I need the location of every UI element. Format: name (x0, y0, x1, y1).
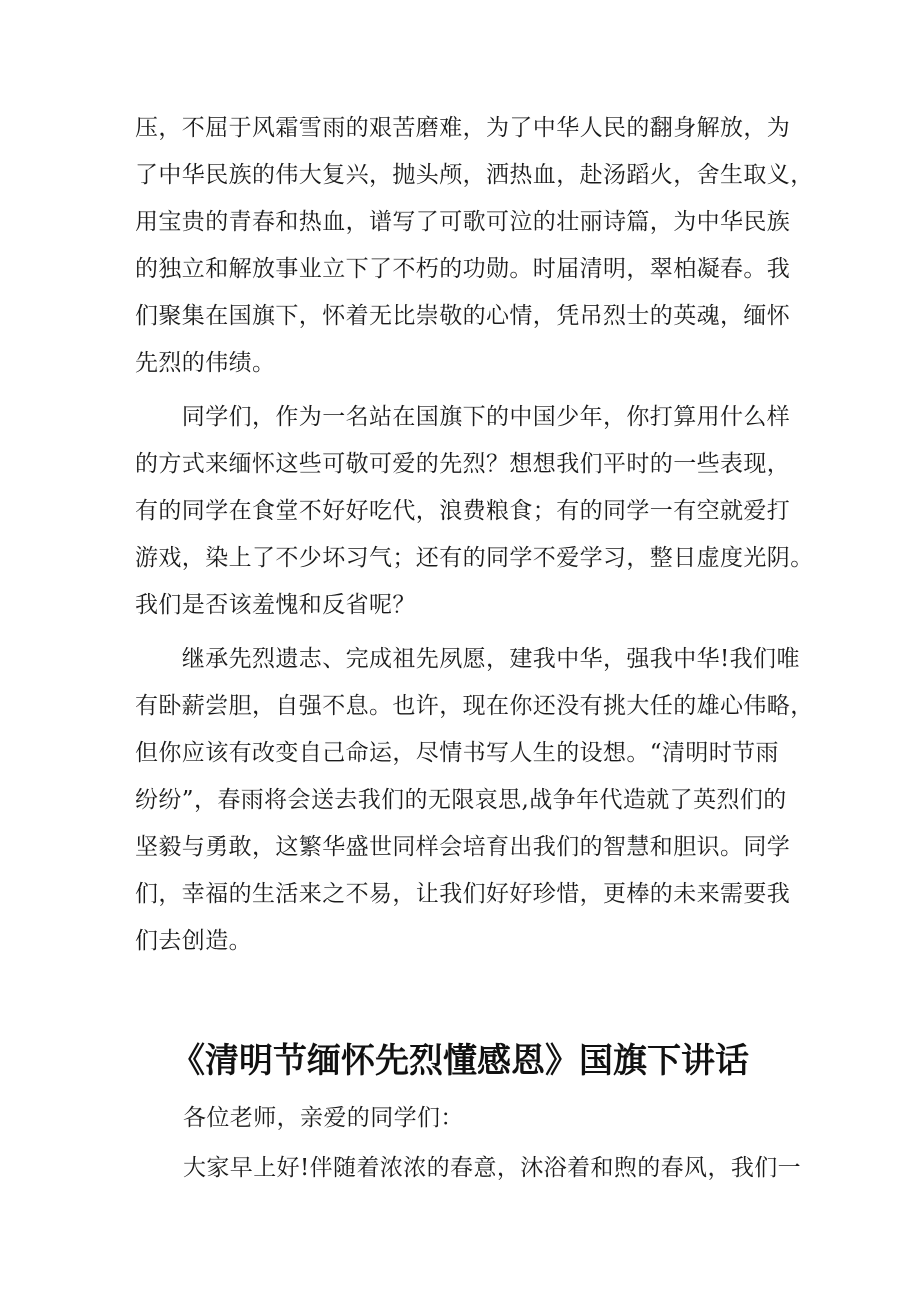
paragraph-2-line: 有的同学在食堂不好好吃代，浪费粮食；有的同学一有空就爱打 (135, 498, 791, 524)
paragraph-2-line: 同学们，作为一名站在国旗下的中国少年，你打算用什么样 (135, 404, 791, 430)
opening-line: 大家早上好!伴随着浓浓的春意，沐浴着和煦的春风，我们一 (183, 1155, 802, 1181)
paragraph-3 (135, 636, 814, 965)
paragraph-1-line: 先烈的伟绩。 (135, 350, 276, 376)
paragraph-1-line: 们聚集在国旗下，怀着无比崇敬的心情，凭吊烈士的英魂，缅怀 (135, 303, 791, 329)
paragraph-3-line: 们，幸福的生活来之不易，让我们好好珍惜，更棒的未来需要我 (135, 881, 791, 907)
paragraph-1-line: 压，不屈于风霜雪雨的艰苦磨难，为了中华人民的翻身解放，为 (135, 115, 791, 141)
paragraph-3-line: 纷纷”，春雨将会送去我们的无限哀思,战争年代造就了英烈们的 (135, 787, 787, 813)
paragraph-2-line: 的方式来缅怀这些可敬可爱的先烈？想想我们平时的一些表现， (135, 451, 791, 477)
paragraph-1-line: 了中华民族的伟大复兴，抛头颅，洒热血，赴汤蹈火，舍生取义， (135, 162, 814, 188)
paragraph-3-line: 有卧薪尝胆，自强不息。也许，现在你还没有挑大任的雄心伟略， (135, 693, 814, 719)
paragraph-3-line: 坚毅与勇敢，这繁华盛世同样会培育出我们的智慧和胆识。同学 (135, 834, 791, 860)
salutation: 各位老师，亲爱的同学们： (183, 1105, 464, 1131)
speech-title: 《清明节缅怀先烈懂感恩》国旗下讲话 (171, 1041, 749, 1081)
paragraph-3-line: 继承先烈遗志、完成祖先夙愿，建我中华，强我中华!我们唯 (135, 646, 800, 672)
paragraph-1-line: 用宝贵的青春和热血，谱写了可歌可泣的壮丽诗篇，为中华民族 (135, 209, 791, 235)
paragraph-2 (135, 394, 814, 629)
paragraph-1-line: 的独立和解放事业立下了不朽的功勋。时届清明，翠柏凝春。我 (135, 256, 791, 282)
paragraph-3-line: 们去创造。 (135, 928, 252, 954)
paragraph-2-line: 游戏，染上了不少坏习气；还有的同学不爱学习，整日虚度光阴。 (135, 545, 814, 571)
paragraph-3-line: 但你应该有改变自己命运，尽情书写人生的设想。“清明时节雨 (135, 740, 779, 766)
paragraph-1 (135, 105, 814, 387)
paragraph-2-line: 我们是否该羞愧和反省呢？ (135, 592, 416, 618)
